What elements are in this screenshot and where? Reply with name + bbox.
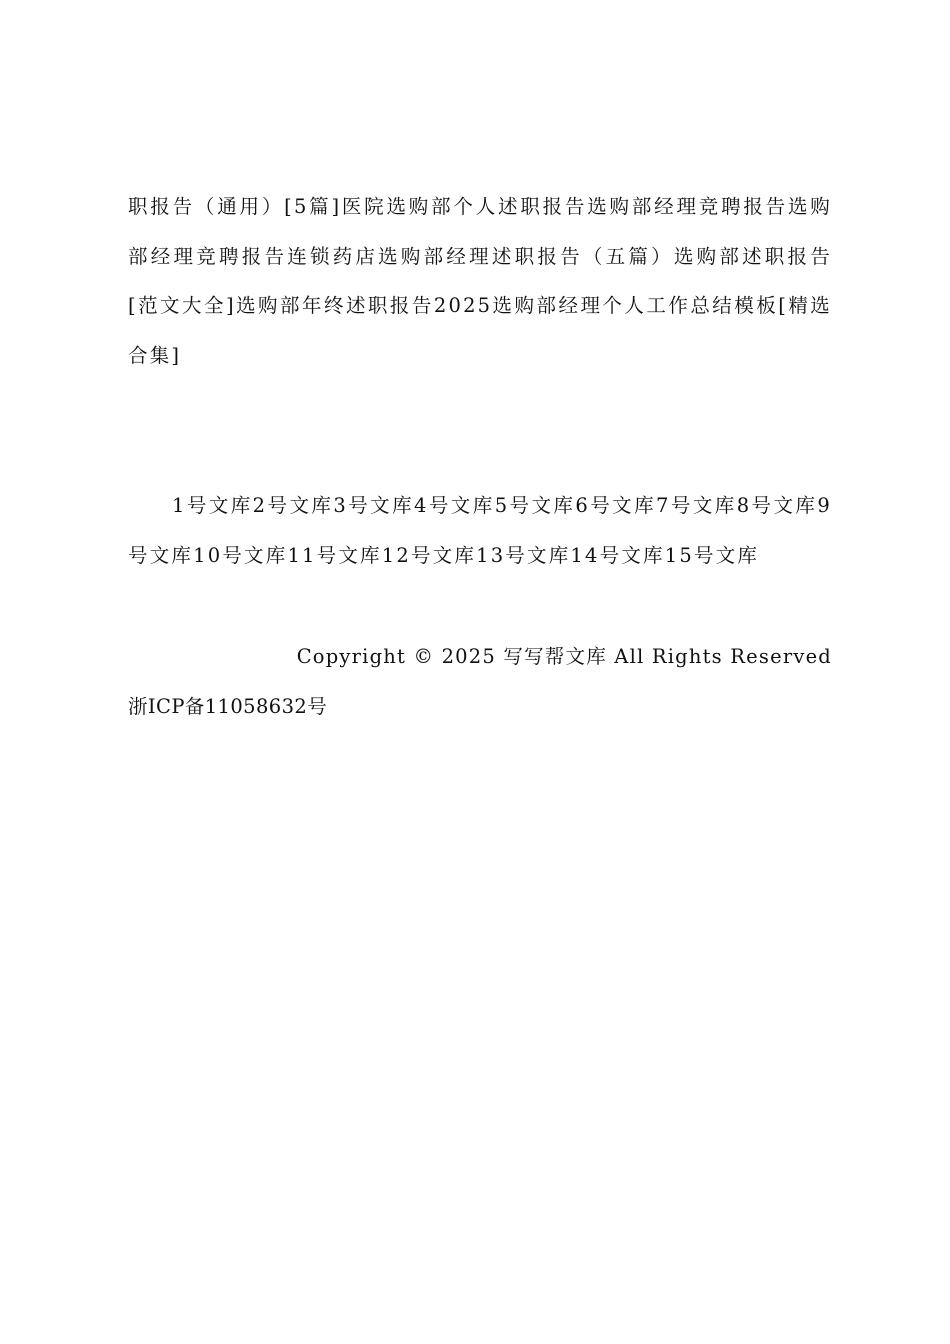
library-link-5[interactable]: 5号文库 xyxy=(494,494,576,517)
library-link-2[interactable]: 2号文库 xyxy=(252,494,334,517)
library-link-10[interactable]: 10号文库 xyxy=(193,543,288,567)
library-links xyxy=(128,481,832,580)
library-link-8[interactable]: 8号文库 xyxy=(736,494,818,517)
footer xyxy=(128,632,832,731)
copyright-notice: Copyright © 2025 写写帮文库 All Rights Reserved xyxy=(296,645,832,668)
library-link-15[interactable]: 15号文库 xyxy=(664,543,760,567)
related-articles-text: 职报告（通用）[5篇]医院选购部个人述职报告选购部经理竞聘报告选购部经理竞聘报告连锁药店选购部经理述职报告（五篇）选购部述职报告[范文大全]选购部年终述职报告2025选购部经理个人工作总结模板[精选合集] xyxy=(128,195,832,367)
library-link-11[interactable]: 11号文库 xyxy=(287,543,382,567)
library-link-14[interactable]: 14号文库 xyxy=(570,543,665,567)
library-link-4[interactable]: 4号文库 xyxy=(414,494,495,517)
icp-license[interactable]: 浙ICP备11058632号 xyxy=(128,694,328,718)
library-link-7[interactable]: 7号文库 xyxy=(656,494,737,517)
library-link-13[interactable]: 13号文库 xyxy=(476,543,571,567)
library-link-9[interactable]: 9号文库 xyxy=(128,494,832,567)
library-link-12[interactable]: 12号文库 xyxy=(381,543,477,567)
library-link-6[interactable]: 6号文库 xyxy=(575,494,657,517)
library-link-1[interactable]: 1号文库 xyxy=(172,494,253,517)
library-link-3[interactable]: 3号文库 xyxy=(333,494,415,517)
